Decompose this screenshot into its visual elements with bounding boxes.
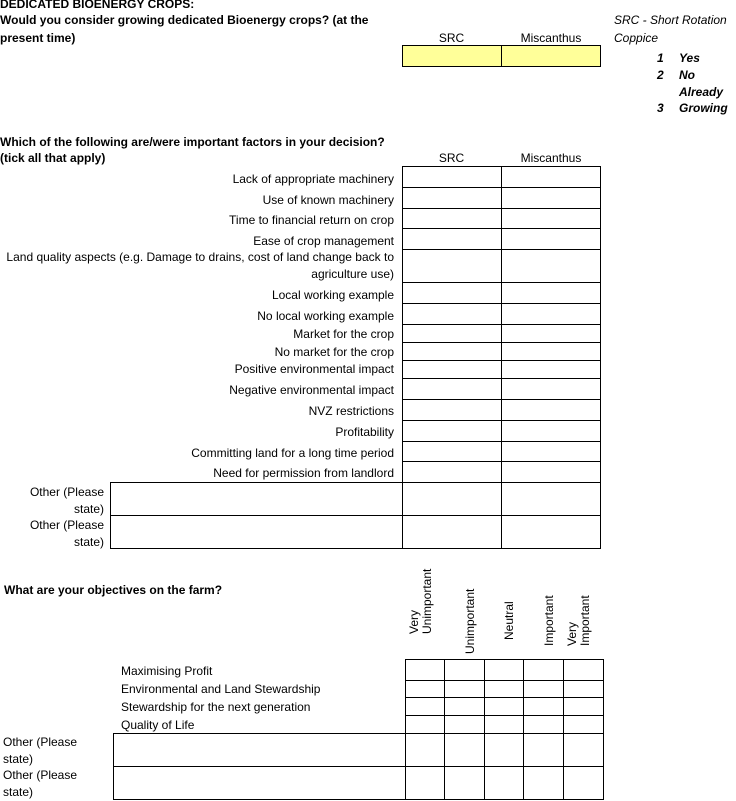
rating-cell[interactable] — [524, 660, 563, 680]
factor-label: NVZ restrictions — [308, 404, 394, 418]
factor-label: Positive environmental impact — [234, 362, 394, 376]
rating-cell[interactable] — [406, 716, 444, 733]
rating-cell[interactable] — [445, 716, 484, 733]
factor-label: No local working example — [257, 309, 394, 323]
factor-label: Need for permission from landlord — [213, 466, 394, 480]
rating-cell[interactable] — [485, 716, 523, 733]
factor-label: Time to financial return on crop — [229, 213, 394, 227]
factor-label: Market for the crop — [293, 327, 394, 341]
rating-cell[interactable] — [485, 681, 523, 697]
factor-label: Profitability — [335, 425, 394, 439]
factor-label: agriculture use) — [311, 267, 394, 281]
other-label: Other (Please state) — [29, 485, 104, 516]
scale-neutral: Neutral — [502, 601, 516, 640]
question-1-line-1: Would you consider growing dedicated Bioenergy crops? (at the — [0, 13, 369, 27]
legend-num-3: 3 — [657, 101, 664, 115]
rating-cell[interactable] — [485, 698, 523, 715]
legend-title-line-2: Coppice — [614, 31, 659, 45]
scale-important: Important — [542, 595, 556, 646]
question-3: What are your objectives on the farm? — [4, 583, 223, 597]
factor-label: Local working example — [271, 288, 394, 302]
factor-label: Land quality aspects (e.g. Damage to drains, cost of land change back to — [6, 250, 394, 264]
rating-cell[interactable] — [564, 681, 603, 697]
objective-label: Environmental and Land Stewardship — [121, 682, 321, 696]
scale-very-important: Very Important — [565, 595, 592, 646]
rating-cell[interactable] — [564, 716, 603, 733]
rating-cell[interactable] — [445, 660, 484, 680]
col-header-miscanthus: Miscanthus — [520, 31, 582, 45]
other-label: Other (Please state) — [29, 518, 104, 549]
question-1-line-2: present time) — [0, 31, 76, 45]
legend-title-line-1: SRC - Short Rotation — [614, 13, 727, 27]
objective-label: Maximising Profit — [121, 664, 213, 678]
other-label: Other (Please state) — [3, 768, 78, 799]
col-header-src: SRC — [438, 31, 465, 45]
rating-cell[interactable] — [445, 681, 484, 697]
other-label: Other (Please state) — [3, 735, 78, 766]
other-objective-input-1[interactable] — [114, 734, 405, 766]
rating-cell[interactable] — [524, 681, 563, 697]
factor-label: Use of known machinery — [262, 193, 394, 207]
factor-label: Negative environmental impact — [229, 383, 394, 397]
legend-label-already: Already — [679, 85, 724, 99]
rating-cell[interactable] — [406, 681, 444, 697]
legend-num-1: 1 — [657, 51, 664, 65]
question-2-line-2: (tick all that apply) — [0, 151, 106, 165]
factor-label: Lack of appropriate machinery — [232, 172, 394, 186]
rating-cell[interactable] — [524, 698, 563, 715]
section-heading: DEDICATED BIOENERGY CROPS: — [0, 0, 195, 11]
other-objective-input-2[interactable] — [114, 767, 405, 799]
legend-label-yes: Yes — [679, 51, 700, 65]
rating-cell[interactable] — [445, 698, 484, 715]
legend-label-growing: Growing — [679, 101, 728, 115]
rating-cell[interactable] — [406, 660, 444, 680]
col-header-miscanthus-2: Miscanthus — [520, 151, 582, 165]
scale-unimportant: Unimportant — [463, 588, 477, 654]
scale-very-unimportant: Very Unimportant — [407, 568, 434, 634]
rating-cell[interactable] — [485, 660, 523, 680]
question-2-line-1: Which of the following are/were important factors in your decision? — [0, 135, 385, 149]
rating-cell[interactable] — [406, 698, 444, 715]
factor-label: Ease of crop management — [253, 234, 394, 248]
legend-label-no: No — [679, 68, 695, 82]
rating-cell[interactable] — [524, 716, 563, 733]
legend-num-2: 2 — [657, 68, 664, 82]
objective-label: Stewardship for the next generation — [121, 700, 311, 714]
col-header-src-2: SRC — [438, 151, 465, 165]
rating-cell[interactable] — [564, 698, 603, 715]
objective-label: Quality of Life — [121, 718, 195, 732]
factor-label: No market for the crop — [274, 345, 394, 359]
rating-cell[interactable] — [564, 660, 603, 680]
factor-label: Committing land for a long time period — [191, 446, 394, 460]
